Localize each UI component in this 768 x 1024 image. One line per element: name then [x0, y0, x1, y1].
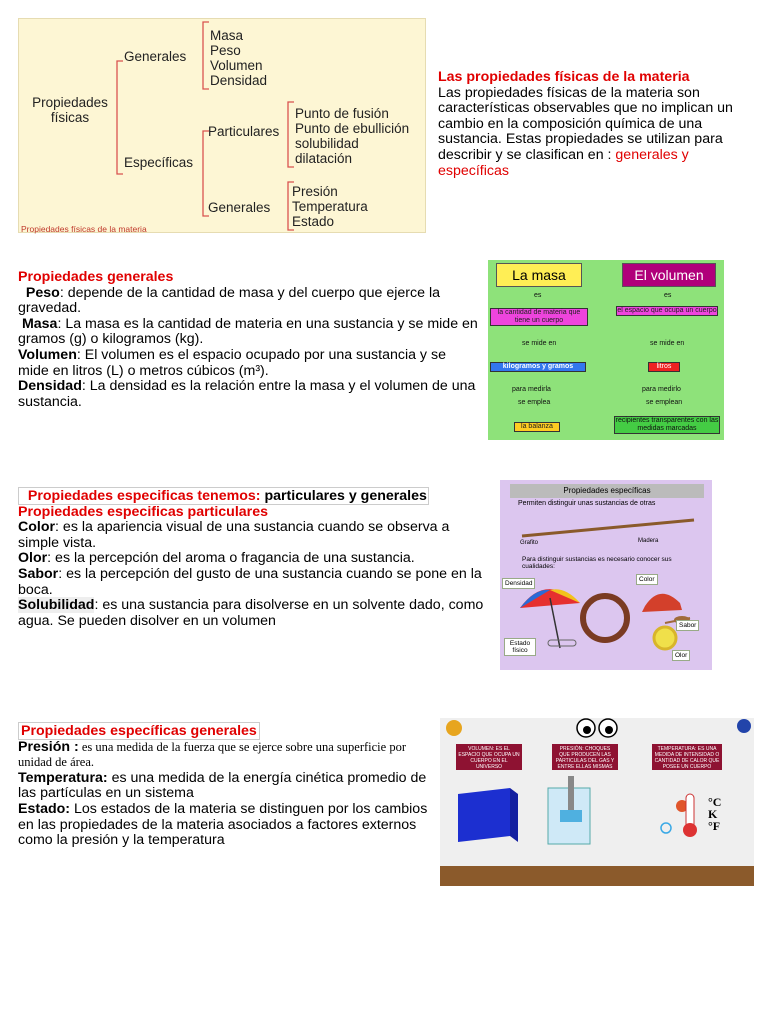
concept-header-masa: La masa [496, 263, 582, 287]
card-temperatura: TEMPERATURA: ES UNA MEDIDA DE INTENSIDAD O CANTIDAD DE CALOR QUE POSEE UN CUERPO [652, 744, 722, 770]
concept-es-left: es [534, 292, 542, 299]
property-estado: Estado: Los estados de la materia se distinguen por los cambios en las propiedades de la materia asociados a factores externos como la presión y la temperatura [18, 800, 428, 849]
specimg-subtitle: Permiten distinguir unas sustancias de otras [518, 500, 656, 507]
concept-tool-masa: la balanza [514, 422, 560, 432]
concept-es-right: es [664, 292, 672, 299]
intro-body: Las propiedades físicas de la materia son características observables que no implican un cambio en la composición química de una sustancia. Estas propiedades se utilizan para describir y se clasifican en : [438, 84, 733, 163]
specific-intro: Propiedades especificas tenemos: particulares y generales [18, 489, 488, 505]
concept-def-masa: la cantidad de materia que tiene un cuerpo [490, 308, 588, 326]
specimg-grafito: Grafito [520, 540, 539, 546]
tag-color: Color [636, 574, 658, 585]
diagram-generales2-items: Presión Temperatura Estado [292, 184, 368, 229]
property-olor: Olor: es la percepción del aroma o fragancia de una sustancia. [18, 550, 415, 567]
concept-mide-left: se mide en [522, 340, 557, 347]
concept-unit-volumen: litros [648, 362, 680, 372]
property-solubilidad: Solubilidad: es una sustancia para disolverse en un solvente dado, como agua. Se pueden disolver en un volumen [18, 597, 484, 629]
concept-para-left: para medirla [512, 386, 551, 393]
property-sabor: Sabor: es la percepción del gusto de una sustancia cuando se pone en la boca. [18, 565, 482, 598]
concept-header-volumen: El volumen [622, 263, 716, 287]
classification-diagram [18, 18, 426, 233]
property-color: Color: es la apariencia visual de una sustancia cuando se observa a simple vista. [18, 519, 450, 551]
general-properties-block [18, 270, 480, 410]
property-densidad: Densidad: La densidad es la relación entre la masa y el volumen de una sustancia. [18, 378, 476, 410]
property-volumen: Volumen: El volumen es el espacio ocupado por una sustancia y se mide en litros (L) o metros cúbicos (m³). [18, 346, 446, 379]
diagram-root: Propiedades físicas [32, 95, 108, 125]
concept-tool-volumen: recipientes transparentes con las medidas marcadas [615, 417, 719, 432]
concept-unit-masa: kilogramos y gramos [490, 362, 586, 372]
tag-sabor: Sabor [676, 620, 699, 631]
concept-def-volumen: el espacio que ocupa un cuerpo [617, 307, 717, 314]
specimg-title: Propiedades específicas [510, 484, 704, 498]
intro-title: Las propiedades físicas de la materia [438, 69, 690, 85]
tag-estado: Estado físico [504, 638, 536, 656]
tag-olor: Olor [672, 650, 690, 661]
physical-properties-slide [440, 718, 754, 886]
diagram-generales: Generales [124, 49, 187, 64]
intro-highlight: generales y específicas [438, 146, 689, 179]
diagram-generales2: Generales [208, 200, 271, 215]
tag-densidad: Densidad [502, 578, 535, 589]
intro-text-block [438, 70, 738, 179]
specimg-para: Para distinguir sustancias es necesario conocer sus cualidades: [522, 556, 672, 570]
diagram-especificas: Específicas [124, 155, 194, 170]
property-peso: Peso: depende de la cantidad de masa y del cuerpo que ejerce la gravedad. [18, 284, 440, 317]
specific-general-title: Propiedades específicas generales [18, 724, 428, 740]
specific-properties-block [18, 489, 488, 629]
mass-volume-concept-map [488, 260, 724, 440]
specific-properties-image [500, 480, 712, 670]
property-presion: Presión : es una medida de la fuerza que se ejerce sobre una superficie por unidad de área. [18, 738, 406, 770]
card-presion: PRESIÓN: CHOQUES QUE PRODUCEN LAS PARTICULAS DEL GAS Y ENTRE ELLAS MISMAS [552, 744, 618, 770]
property-masa: Masa: La masa es la cantidad de materia en una sustancia y se mide en gramos (g) o kilogramos (kg). [18, 315, 478, 348]
concept-mide-right: se mide en [650, 340, 685, 347]
property-temperatura: Temperatura: es una medida de la energía cinética promedio de las partículas en un sistema [18, 769, 427, 802]
diagram-particulares-items: Punto de fusión Punto de ebullición solubilidad dilatación [295, 106, 410, 166]
pencil-icon [518, 514, 698, 540]
concept-para-right: para medirlo [642, 386, 681, 393]
specific-particular-title: Propiedades especificas particulares [18, 503, 268, 520]
concept-emplea-left: se emplea [518, 399, 551, 406]
specific-general-block [18, 724, 428, 849]
diagram-generales-items: Masa Peso Volumen Densidad [210, 28, 268, 88]
specimg-madera: Madera [638, 538, 659, 544]
diagram-caption: Propiedades físicas de la materia [21, 224, 147, 234]
concept-emplea-right: se emplean [646, 399, 683, 406]
diagram-particulares: Particulares [208, 124, 280, 139]
general-properties-title: Propiedades generales [18, 269, 174, 285]
card-volumen: VOLUMEN: ES EL ESPACIO QUE OCUPA UN CUERPO EN EL UNIVERSO [456, 744, 522, 770]
temperature-units: °C K °F [708, 795, 722, 833]
